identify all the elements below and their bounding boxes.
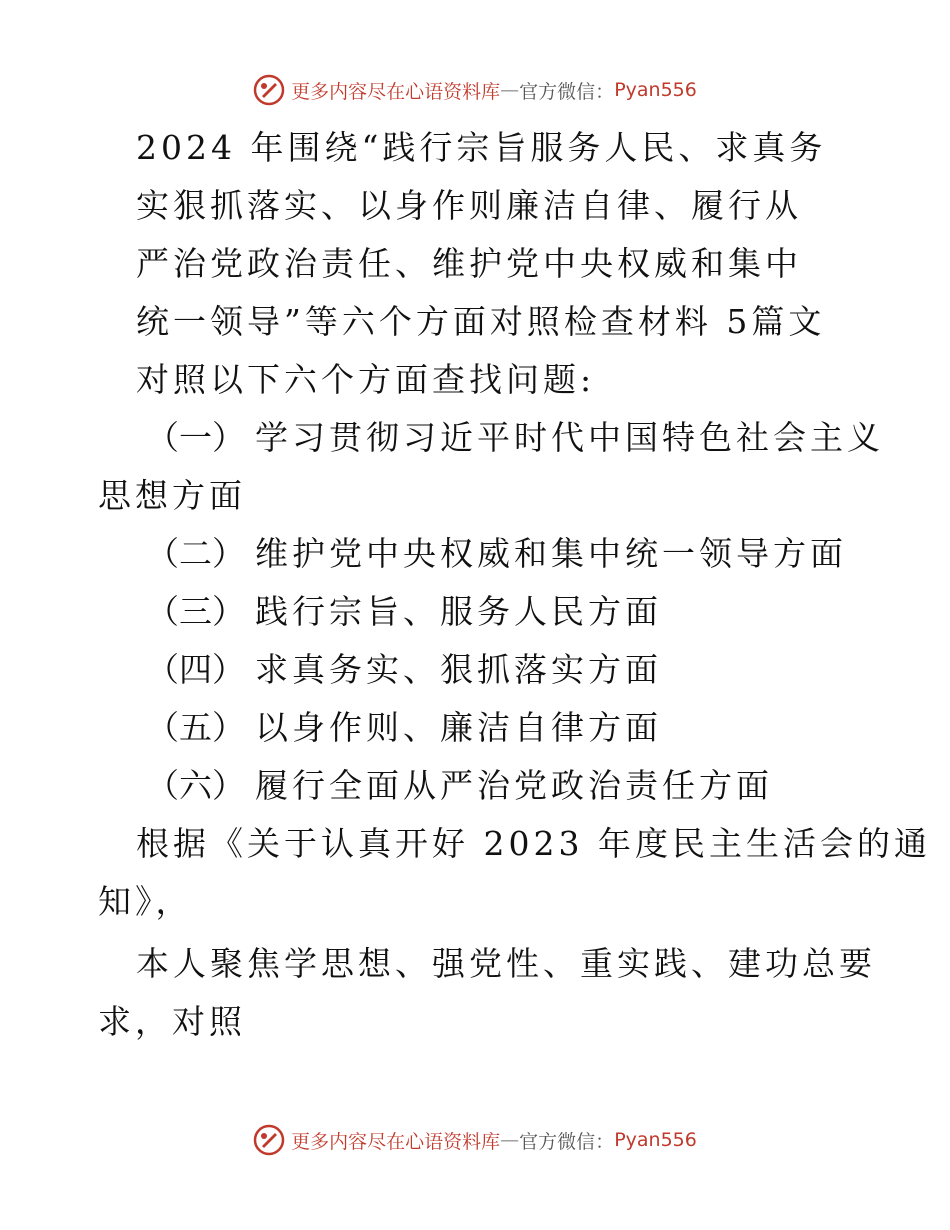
banner-wechat-label: 官方微信： bbox=[519, 80, 615, 103]
list-item bbox=[136, 592, 936, 632]
logo-icon bbox=[253, 74, 285, 106]
banner-separator: — bbox=[500, 1129, 520, 1151]
banner-site-text: 更多内容尽在心语资料库 bbox=[291, 80, 501, 103]
body-line: 知》， bbox=[98, 882, 193, 921]
logo-icon bbox=[253, 1124, 285, 1156]
body-line: 根据《关于认真开好 2023 年度民主生活会的通 bbox=[136, 824, 931, 863]
list-marker: （六） bbox=[146, 766, 245, 805]
title-line: 严治党政治责任、维护党中央权威和集中 bbox=[136, 244, 802, 283]
banner-wechat-id: Pyan556 bbox=[614, 1129, 697, 1151]
intro-text: 对照以下六个方面查找问题: bbox=[136, 360, 596, 399]
body-line: 求，对照 bbox=[98, 1002, 246, 1041]
banner-wechat-id: Pyan556 bbox=[614, 79, 697, 101]
list-text: 以身作则、廉洁自律方面 bbox=[255, 708, 662, 747]
list-marker: （三） bbox=[146, 592, 245, 631]
list-item-continuation: 思想方面 bbox=[98, 476, 246, 515]
title-line: 2024 年围绕“践行宗旨服务人民、求真务 bbox=[136, 128, 827, 167]
banner-separator: — bbox=[500, 79, 520, 101]
list-text: 求真务实、狠抓落实方面 bbox=[255, 650, 662, 689]
banner-wechat-label: 官方微信： bbox=[519, 1130, 615, 1153]
list-marker: （五） bbox=[146, 708, 245, 747]
title-line: 统一领导”等六个方面对照检查材料 5篇文 bbox=[136, 302, 826, 341]
list-marker: （二） bbox=[146, 534, 245, 573]
list-marker: （一） bbox=[146, 418, 245, 457]
list-item bbox=[136, 418, 936, 458]
footer-banner bbox=[0, 1124, 950, 1156]
list-text: 学习贯彻习近平时代中国特色社会主义 bbox=[255, 418, 884, 457]
list-item bbox=[136, 766, 936, 806]
list-text: 履行全面从严治党政治责任方面 bbox=[255, 766, 773, 805]
body-line: 本人聚焦学思想、强党性、重实践、建功总要 bbox=[136, 944, 876, 983]
title-line: 实狠抓落实、以身作则廉洁自律、履行从 bbox=[136, 186, 802, 225]
list-marker: （四） bbox=[146, 650, 245, 689]
banner-site-text: 更多内容尽在心语资料库 bbox=[291, 1130, 501, 1153]
header-banner bbox=[0, 74, 950, 106]
list-text: 践行宗旨、服务人民方面 bbox=[255, 592, 662, 631]
list-item bbox=[136, 650, 936, 690]
list-item bbox=[136, 534, 936, 574]
list-item bbox=[136, 708, 936, 748]
list-text: 维护党中央权威和集中统一领导方面 bbox=[255, 534, 847, 573]
